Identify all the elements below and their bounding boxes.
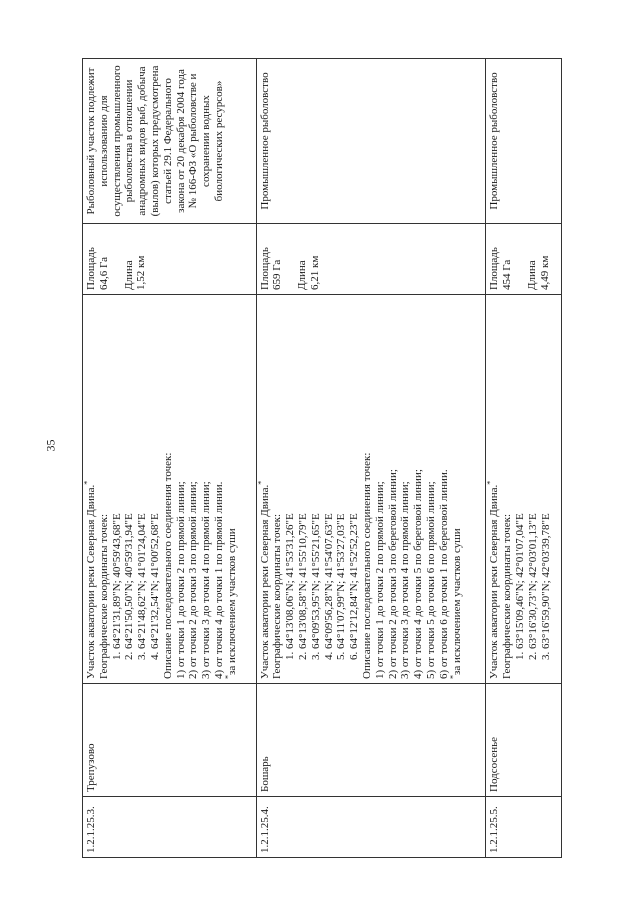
route-step: 2) от точки 2 до точки 3 по прямой линии; (187, 481, 200, 679)
plot-purpose: Промышленное рыболовство (256, 59, 486, 224)
footnote-marker: * (447, 675, 457, 679)
footnote-text: за исключением участков суши (225, 528, 238, 675)
location-text: Участок акватории реки Северная Двина. (258, 484, 271, 679)
route-step: 3) от точки 3 до точки 4 по прямой линии; (399, 481, 412, 679)
length-value: 6,21 км (309, 255, 322, 290)
coordinates-list (514, 299, 552, 679)
footnote-marker: * (485, 480, 495, 485)
plot-area-length (486, 224, 562, 295)
length-label: Длина (122, 260, 135, 290)
coordinates-list (284, 299, 361, 679)
coordinate-point: 6. 64°12'12,84"N; 41°52'52,23"E (348, 299, 361, 649)
length-label: Длина (296, 260, 309, 290)
footnote-text: за исключением участков суши (450, 528, 463, 675)
coordinate-point: 5. 64°11'07,99"N; 41°53'27,03"E (335, 299, 348, 649)
plot-number: 1.2.1.25.3. (83, 797, 257, 858)
area-label: Площадь (85, 247, 97, 290)
table-row (256, 59, 486, 858)
coordinate-point: 1. 64°13'08,06"N; 41°53'31,26"E (284, 299, 297, 649)
coordinate-point: 2. 64°21'50,50"N; 40°59'31,94"E (123, 299, 136, 649)
plot-area-length (83, 224, 257, 295)
route-step: 3) от точки 3 до точки 4 по прямой линии; (200, 481, 213, 679)
coordinate-point: 3. 63°16'59,90"N; 42°03'39,78"E (540, 299, 553, 649)
coordinate-point: 3. 64°21'48,62"N; 41°01'24,04"E (136, 299, 149, 649)
area-value: 454 Га (501, 259, 514, 290)
plot-number: 1.2.1.25.5. (486, 797, 562, 858)
route-step: 1) от точки 1 до точки 2 по прямой линии; (174, 481, 187, 679)
area-label: Площадь (488, 247, 501, 290)
length-value: 4,49 км (538, 255, 551, 290)
plot-description (486, 295, 562, 684)
plot-area-length (256, 224, 486, 295)
rotated-table-wrapper (82, 58, 562, 858)
coords-label: Географические координаты точек: (271, 514, 284, 679)
coordinate-point: 4. 64°21'32,54"N; 41°00'52,68"E (149, 299, 162, 649)
footnote-marker: * (256, 480, 266, 485)
footnote-marker: * (82, 480, 92, 485)
plot-description (256, 295, 486, 684)
location-text: Участок акватории реки Северная Двина. (488, 484, 501, 679)
plot-name: Подсосенье (486, 684, 562, 797)
coords-label: Географические координаты точек: (501, 514, 514, 679)
area-label: Площадь (258, 247, 271, 290)
route-step: 1) от точки 1 до точки 2 по прямой линии; (373, 481, 386, 679)
route-step: 2) от точки 2 до точки 3 по береговой линии; (386, 469, 399, 679)
area-value: 64,6 Га (97, 257, 110, 290)
coordinate-point: 1. 63°15'09,46"N; 42°01'07,04"E (514, 299, 527, 649)
plot-number: 1.2.1.25.4. (256, 797, 486, 858)
plot-name: Трепузово (83, 684, 257, 797)
footnote-marker: * (223, 675, 233, 679)
coords-label: Географические координаты точек: (97, 514, 110, 679)
plot-purpose: Промышленное рыболовство (486, 59, 562, 224)
plot-description (83, 295, 257, 684)
coordinate-point: 2. 63°16'30,73"N; 42°03'01,13"E (527, 299, 540, 649)
coordinate-point: 2. 64°13'08,58"N; 41°55'10,79"E (297, 299, 310, 649)
table-row (83, 59, 257, 858)
route-label: Описание последовательного соединения точек: (161, 452, 174, 679)
fishing-plots-table (82, 58, 562, 858)
route-step: 4) от точки 4 до точки 1 по прямой линии. (212, 481, 225, 679)
length-label: Длина (526, 260, 539, 290)
route-step: 5) от точки 5 до точки 6 по прямой линии; (425, 481, 438, 679)
plot-purpose: Рыболовный участок подлежит использованию для осуществления промышленного рыболовства в отношении анадромных видов рыб, добыча (вылов) которых предусмотрена статьей 29.1 Федерального закона от 20 декабря 2004 года № 166-ФЗ «О рыболовстве и сохранении водных биологических ресурсов» (83, 59, 257, 224)
table-row (486, 59, 562, 858)
route-step: 6) от точки 6 до точки 1 по береговой линии. (437, 469, 450, 679)
area-value: 659 Га (271, 259, 284, 290)
coordinate-point: 1. 64°21'31,89"N; 40°59'43,68"E (111, 299, 124, 649)
route-label: Описание последовательного соединения точек: (361, 452, 374, 679)
coordinates-list (111, 299, 162, 679)
length-value: 1,52 км (135, 255, 148, 290)
route-step: 4) от точки 4 до точки 5 по береговой линии; (412, 469, 425, 679)
coordinate-point: 4. 64°09'56,28"N; 41°54'07,63"E (323, 299, 336, 649)
coordinate-point: 3. 64°09'53,95"N; 41°55'21,65"E (310, 299, 323, 649)
plot-name: Бошарь (256, 684, 486, 797)
page-number: 35 (43, 439, 58, 452)
location-text: Участок акватории реки Северная Двина. (85, 484, 97, 679)
